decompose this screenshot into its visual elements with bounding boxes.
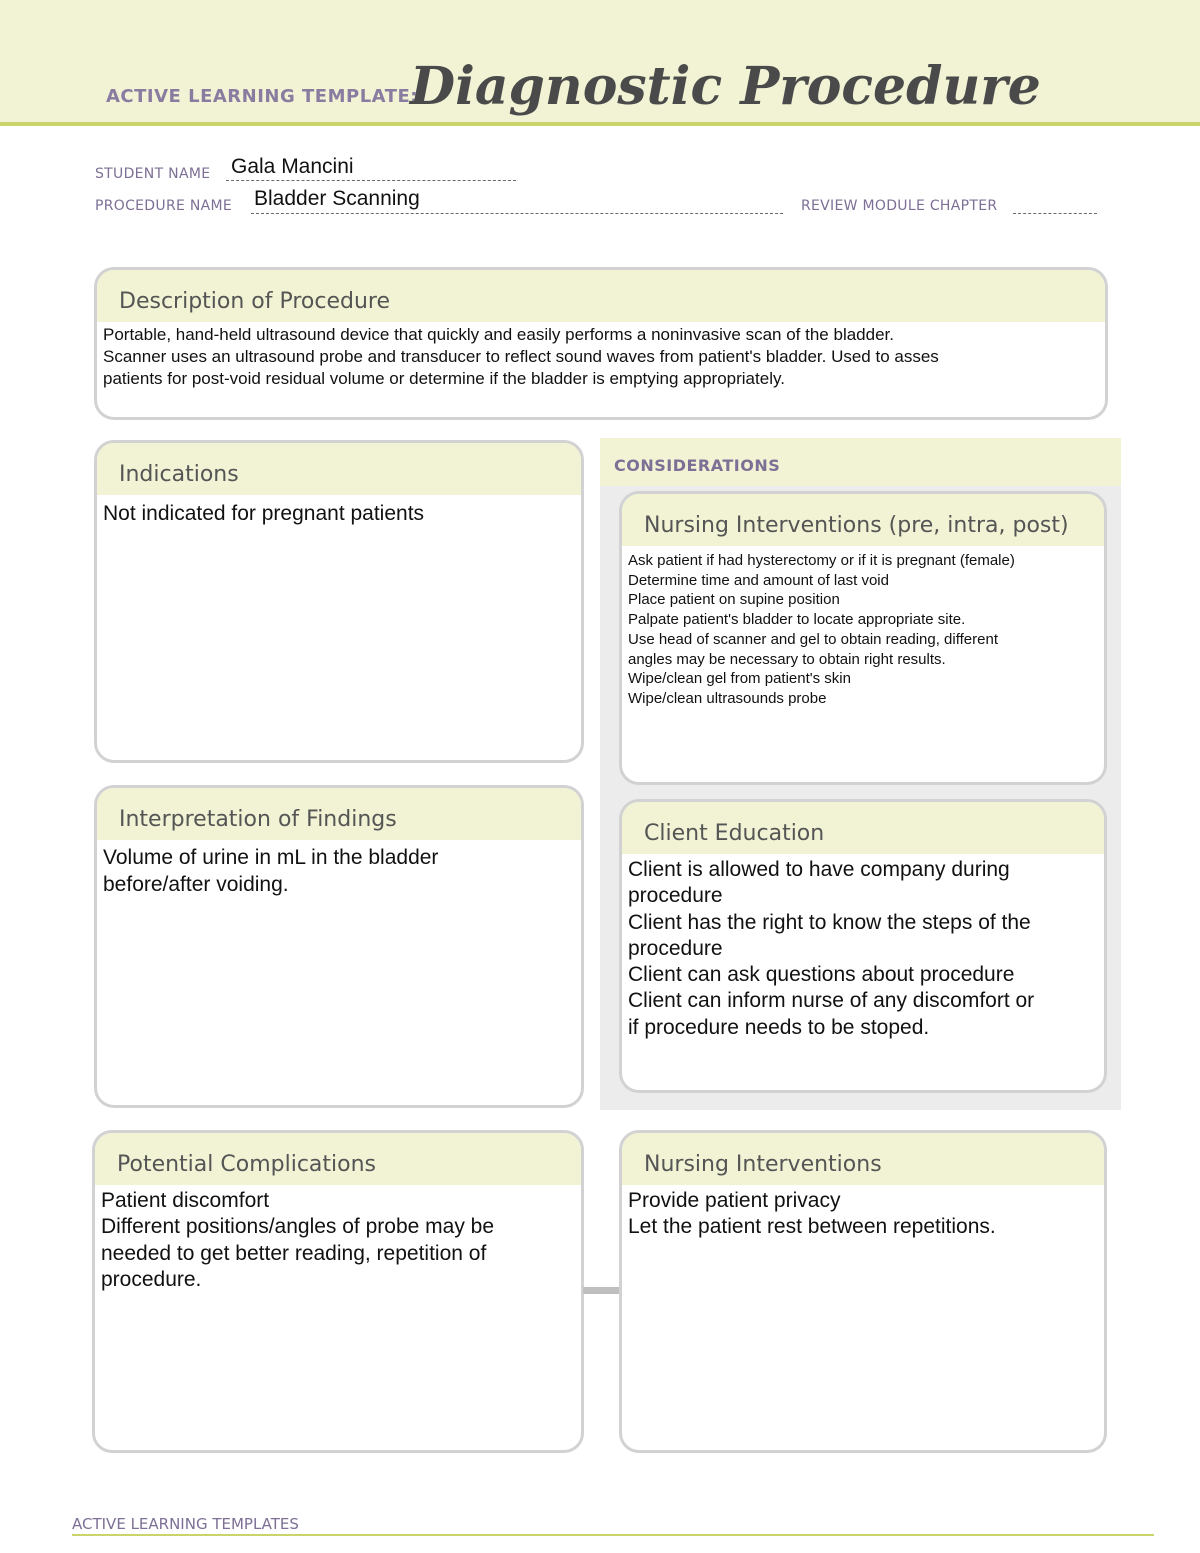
review-module-label: REVIEW MODULE CHAPTER (801, 198, 998, 214)
complications-title: Potential Complications (117, 1152, 376, 1177)
complications-box (92, 1130, 584, 1453)
complications-header (95, 1133, 581, 1185)
interpretation-header (97, 788, 581, 840)
template-label: ACTIVE LEARNING TEMPLATE: (106, 86, 418, 107)
indications-text[interactable]: Not indicated for pregnant patients (103, 502, 425, 525)
description-box (94, 267, 1108, 420)
considerations-header (600, 438, 1121, 486)
indications-title: Indications (119, 462, 239, 487)
footer-label: ACTIVE LEARNING TEMPLATES (72, 1515, 299, 1533)
procedure-name-label: PROCEDURE NAME (95, 198, 233, 214)
indications-box (94, 440, 584, 763)
template-title: Diagnostic Procedure (410, 56, 1041, 117)
description-header (97, 270, 1105, 322)
review-module-field[interactable] (1013, 213, 1097, 214)
considerations-title: CONSIDERATIONS (614, 456, 781, 475)
interpretation-title: Interpretation of Findings (119, 807, 397, 832)
footer-rule (72, 1534, 1154, 1536)
nursing-interventions-title: Nursing Interventions (644, 1152, 882, 1177)
client-education-text[interactable]: Client is allowed to have company during procedure Client has the right to know the steps of the procedure Client can ask questions about procedure Client can inform nurse of any discomfort or if procedure needs to be stoped. (628, 858, 1035, 1039)
student-name-label: STUDENT NAME (95, 166, 211, 182)
description-text[interactable]: Portable, hand-held ultrasound device that quickly and easily performs a noninvasive scan of the bladder. Scanner uses an ultrasound probe and transducer to reflect sound waves from patient's bladder. Used to asses patients for post-void residual volume or determine if the bladder is emptying appropriately. (103, 325, 939, 388)
box-connector (583, 1287, 621, 1294)
client-education-header (622, 802, 1104, 854)
interpretation-text[interactable]: Volume of urine in mL in the bladder before/after voiding. (103, 846, 439, 896)
indications-header (97, 443, 581, 495)
client-education-box (619, 799, 1107, 1093)
nursing-interventions-header (622, 1133, 1104, 1185)
procedure-name-field[interactable]: Bladder Scanning (254, 187, 420, 210)
procedure-name-line (251, 213, 783, 214)
nursing-pre-intra-post-header (622, 494, 1104, 546)
header-rule (0, 122, 1200, 126)
client-education-title: Client Education (644, 821, 825, 846)
nursing-pre-intra-post-text[interactable]: Ask patient if had hysterectomy or if it is pregnant (female) Determine time and amount of last void Place patient on supine position Palpate patient's bladder to locate appropriate site. Use head of scanner and gel to obtain reading, different angles may be necessary to obtain right results. Wipe/clean gel from patient's skin Wipe/clean ultrasounds probe (628, 552, 1015, 707)
nursing-interventions-text[interactable]: Provide patient privacy Let the patient rest between repetitions. (628, 1189, 996, 1239)
student-name-line (226, 180, 516, 181)
nursing-interventions-box (619, 1130, 1107, 1453)
nursing-pre-intra-post-box (619, 491, 1107, 785)
nursing-pre-intra-post-title: Nursing Interventions (pre, intra, post) (644, 513, 1069, 538)
interpretation-box (94, 785, 584, 1108)
student-name-field[interactable]: Gala Mancini (231, 155, 354, 178)
complications-text[interactable]: Patient discomfort Different positions/angles of probe may be needed to get better reading, repetition of procedure. (101, 1189, 495, 1291)
description-title: Description of Procedure (119, 289, 391, 314)
